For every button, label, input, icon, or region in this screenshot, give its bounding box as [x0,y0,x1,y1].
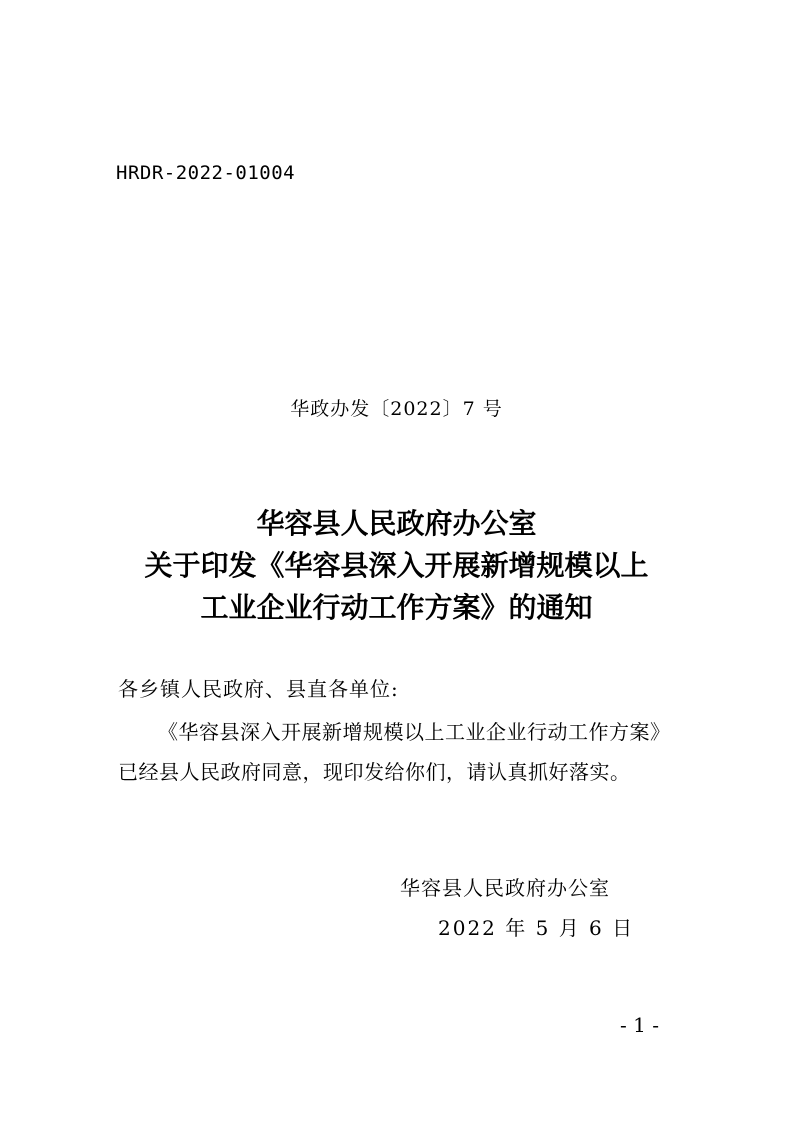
signature: 华容县人民政府办公室 [400,876,610,900]
document-number: 华政办发〔2022〕7 号 [290,398,503,420]
issue-date: 2022 年 5 月 6 日 [438,916,635,940]
title-line-2: 关于印发《华容县深入开展新增规模以上 [144,549,649,582]
body-paragraph [118,712,698,792]
document-code: HRDR-2022-01004 [116,162,296,184]
document-title [0,503,793,629]
title-line-1: 华容县人民政府办公室 [256,507,537,540]
body-line-1: 《华容县深入开展新增规模以上工业企业行动工作方案》 [158,720,671,744]
page-number: - 1 - [620,1013,659,1037]
salutation: 各乡镇人民政府、县直各单位: [118,677,399,701]
body-line-2: 已经县人民政府同意，现印发给你们，请认真抓好落实。 [118,760,631,784]
title-line-3: 工业企业行动工作方案》的通知 [200,591,593,624]
